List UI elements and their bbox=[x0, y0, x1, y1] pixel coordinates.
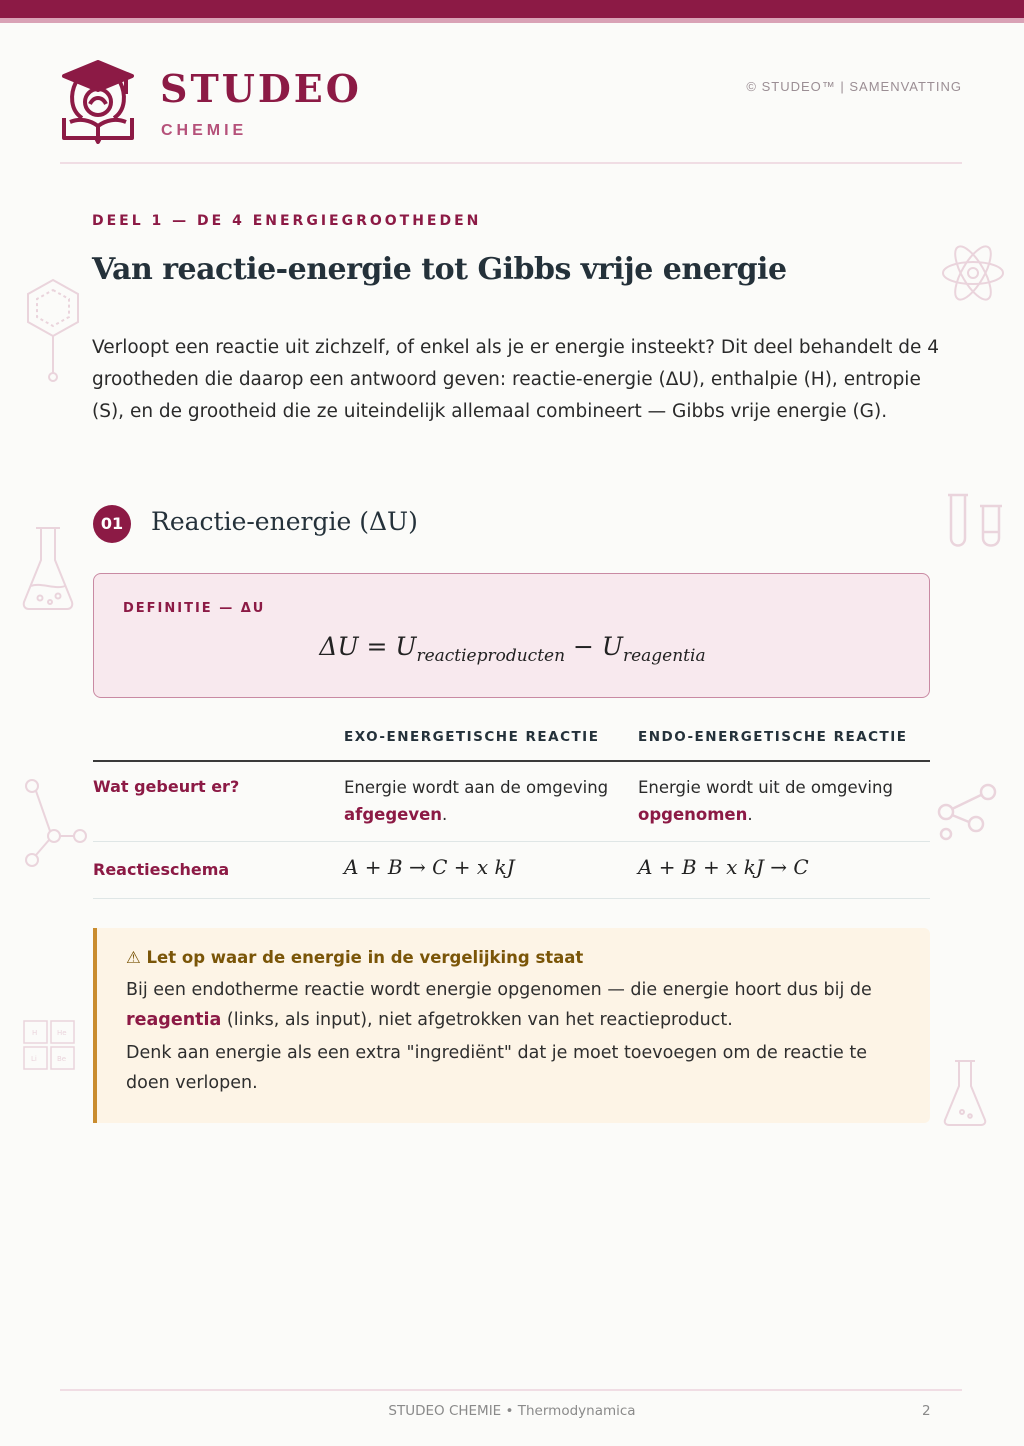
formula-sub-products: reactieproducten bbox=[416, 646, 566, 666]
periodic-cell-he: He bbox=[57, 1029, 67, 1037]
section-label: DEEL 1 — DE 4 ENERGIEGROOTHEDEN bbox=[92, 213, 482, 229]
note-p1-bold: reagentia bbox=[126, 1010, 222, 1030]
table-header-endo: ENDO-ENERGETISCHE REACTIE bbox=[638, 729, 908, 745]
test-tubes-icon bbox=[944, 492, 1006, 550]
footer-title: STUDEO CHEMIE • Thermodynamica bbox=[388, 1403, 636, 1419]
cell-exo-scheme: A + B → C + x kJ bbox=[344, 855, 515, 879]
cell-endo-what-bold: opgenomen bbox=[638, 805, 748, 824]
subsection-title: Reactie-energie (ΔU) bbox=[151, 507, 418, 536]
intro-paragraph: Verloopt een reactie uit zichzelf, of enkel als je er energie insteekt? Dit deel behandelt de 4 grootheden die daarop een antwoord geven: reactie-energie (ΔU), enthalpie (H), entropie (S), en de grootheid die ze uiteindelijk allemaal combineert — Gibbs vrije energie (G). bbox=[92, 337, 940, 422]
periodic-cell-li: Li bbox=[31, 1055, 37, 1063]
warning-note bbox=[93, 928, 930, 1123]
flask-icon bbox=[20, 524, 76, 612]
page-title: Van reactie-energie tot Gibbs vrije energie bbox=[92, 252, 787, 287]
cell-endo-what bbox=[638, 774, 923, 828]
cell-exo-what-bold: afgegeven bbox=[344, 805, 443, 824]
note-paragraph-1 bbox=[126, 975, 916, 1035]
cell-endo-what-text: Energie wordt uit de omgeving bbox=[638, 778, 893, 797]
table-header-rule bbox=[93, 760, 930, 762]
top-bar bbox=[0, 0, 1024, 18]
formula-lhs: ΔU = U bbox=[319, 632, 417, 661]
definition-box bbox=[93, 573, 930, 698]
molecule-nodes-icon bbox=[22, 776, 88, 870]
row-label-what: Wat gebeurt er? bbox=[93, 777, 240, 796]
cell-exo-period: . bbox=[442, 805, 448, 824]
row-label-scheme: Reactieschema bbox=[93, 860, 230, 879]
note-p1-a: Bij een endotherme reactie wordt energie opgenomen — die energie hoort dus bij de bbox=[126, 980, 872, 1000]
cell-exo-what-text: Energie wordt aan de omgeving bbox=[344, 778, 609, 797]
section-number-badge: 01 bbox=[93, 505, 131, 543]
brand-name: STUDEO bbox=[160, 66, 362, 111]
header-divider bbox=[60, 162, 962, 164]
hexagon-molecule-icon bbox=[22, 276, 84, 384]
cell-exo-what bbox=[344, 774, 629, 828]
formula-mid: − U bbox=[565, 632, 623, 661]
table-bottom-divider bbox=[93, 898, 930, 899]
brand-subtitle: CHEMIE bbox=[161, 122, 248, 139]
top-bar-accent bbox=[0, 18, 1024, 23]
footer-divider bbox=[60, 1389, 962, 1391]
page-number: 2 bbox=[922, 1403, 931, 1419]
small-flask-icon bbox=[942, 1058, 988, 1128]
table-header-exo: EXO-ENERGETISCHE REACTIE bbox=[344, 729, 600, 745]
share-nodes-icon bbox=[936, 782, 998, 842]
periodic-cell-h: H bbox=[32, 1029, 38, 1037]
definition-formula bbox=[94, 632, 931, 666]
note-p1-b: (links, als input), niet afgetrokken van het reactieproduct. bbox=[221, 1010, 733, 1030]
header-copyright: © STUDEO™ | SAMENVATTING bbox=[746, 79, 962, 94]
cell-endo-scheme: A + B + x kJ → C bbox=[638, 855, 809, 879]
cell-endo-period: . bbox=[747, 805, 753, 824]
periodic-table-icon bbox=[22, 1019, 76, 1071]
note-paragraph-2: Denk aan energie als een extra "ingrediënt" dat je moet toevoegen om de reactie te doen verlopen. bbox=[126, 1043, 867, 1093]
atom-icon bbox=[940, 242, 1006, 304]
table-row-divider bbox=[93, 841, 930, 842]
graduation-book-logo-icon bbox=[60, 60, 136, 144]
periodic-cell-be: Be bbox=[57, 1055, 67, 1063]
definition-label: DEFINITIE — ΔU bbox=[123, 601, 266, 616]
note-title: ⚠ Let op waar de energie in de vergelijking staat bbox=[126, 948, 584, 967]
formula-sub-reagents: reagentia bbox=[622, 646, 706, 666]
